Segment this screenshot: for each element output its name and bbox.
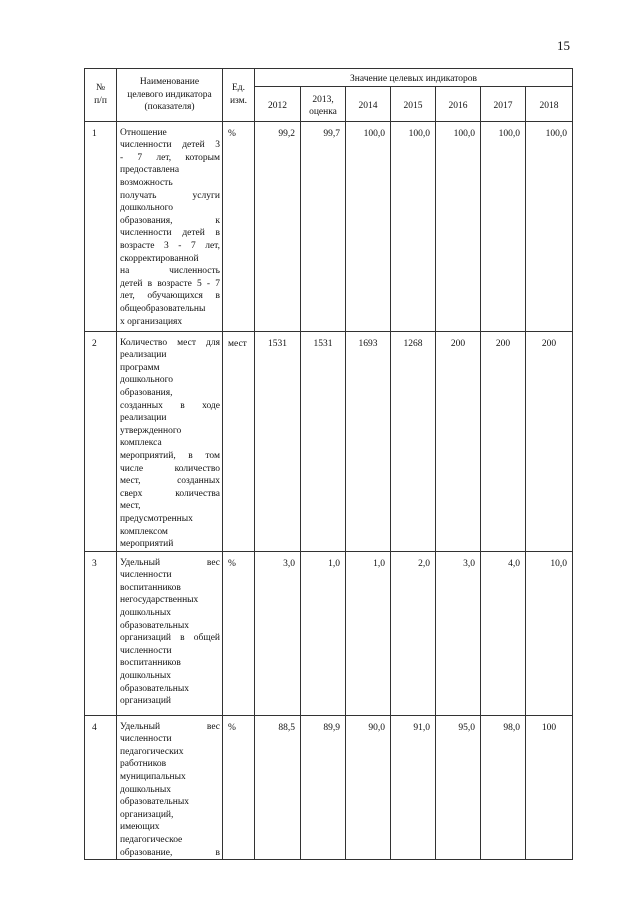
value-cell: 90,0 [346, 715, 391, 860]
indicator-name-line: образовательных [120, 620, 189, 631]
indicator-name-line: образовательных [120, 683, 189, 694]
indicator-name-line: дошкольного [120, 375, 173, 386]
value-cell: 200 [481, 331, 526, 551]
value-cell: 4,0 [481, 551, 526, 715]
indicator-name [117, 551, 223, 715]
value-cell: 1268 [391, 331, 436, 551]
header-num [85, 69, 117, 122]
unit-cell: мест [223, 331, 255, 551]
header-year: 2017 [481, 86, 526, 121]
value-cell: 3,0 [255, 551, 301, 715]
row-number: 4 [85, 715, 117, 860]
indicator-name-line: имеющих [120, 822, 160, 833]
header-unit [223, 69, 255, 122]
indicator-name-line: возрасте 3 - 7 лет, [120, 240, 220, 251]
indicator-name-line: работников [120, 759, 167, 770]
indicator-name-line: общеобразовательны [120, 303, 206, 314]
indicator-name-line: негосударственных [120, 595, 199, 606]
value-cell: 1693 [346, 331, 391, 551]
row-number: 2 [85, 331, 117, 551]
indicator-name-line: численности детей 3 [120, 140, 220, 151]
value-cell: 88,5 [255, 715, 301, 860]
indicator-name [117, 331, 223, 551]
indicator-name-line: дошкольного [120, 203, 173, 214]
header-year: 2016 [436, 86, 481, 121]
indicator-name-line: Удельный вес [120, 721, 220, 732]
indicator-name-line: получать услуги [120, 190, 220, 201]
value-cell: 2,0 [391, 551, 436, 715]
indicator-name-line: организаций в общей [120, 633, 220, 644]
indicator-name-line: - 7 лет, которым [120, 152, 220, 163]
indicator-name-line: образование, в [120, 847, 220, 858]
value-cell: 200 [526, 331, 573, 551]
header-unit-line: Ед. [231, 83, 245, 94]
table-row [85, 715, 573, 860]
indicator-name-line: скорректированной [120, 253, 199, 264]
indicator-name-line: детей в возрасте 5 - 7 [120, 278, 220, 289]
indicator-name-line: числе количество [120, 463, 220, 474]
indicator-name-line: предоставлена [120, 165, 180, 176]
indicator-name-line: Удельный вес [120, 557, 220, 568]
header-num-symbol: № [95, 83, 106, 94]
value-cell: 99,2 [255, 121, 301, 331]
value-cell: 100 [526, 715, 573, 860]
indicator-name-line: дошкольных [120, 671, 171, 682]
value-cell: 99,7 [301, 121, 346, 331]
value-cell: 10,0 [526, 551, 573, 715]
indicator-name-line: численности [120, 645, 172, 656]
value-cell: 1,0 [301, 551, 346, 715]
value-cell: 1531 [301, 331, 346, 551]
header-name [117, 69, 223, 122]
indicator-name-line: комплексом [120, 526, 168, 537]
indicator-name-line: Отношение [120, 127, 167, 138]
row-number: 3 [85, 551, 117, 715]
indicator-name-line: возможность [120, 177, 173, 188]
indicator-name-line: воспитанников [120, 658, 181, 669]
indicator-name [117, 121, 223, 331]
header-unit-line: изм. [229, 95, 248, 106]
indicator-name-line: мест, созданных [120, 476, 220, 487]
indicator-name-line: педагогических [120, 746, 184, 757]
indicator-name-line: созданных в ходе [120, 400, 220, 411]
indicator-name-line: организаций, [120, 809, 174, 820]
indicator-name-line: реализации [120, 413, 167, 424]
header-year-note: оценка [309, 107, 337, 118]
value-cell: 200 [436, 331, 481, 551]
indicator-name-line: дошкольных [120, 784, 171, 795]
indicator-name-line: образования, [120, 387, 173, 398]
value-cell: 100,0 [346, 121, 391, 331]
indicators-table [84, 68, 573, 860]
indicator-name-line: лет, обучающихся в [120, 291, 220, 302]
header-year: 2015 [391, 86, 436, 121]
value-cell: 100,0 [436, 121, 481, 331]
indicator-name-line: программ [120, 362, 160, 373]
indicator-name-line: педагогическое [120, 835, 183, 846]
unit-cell: % [223, 551, 255, 715]
value-cell: 100,0 [481, 121, 526, 331]
indicator-name-line: мероприятий, в том [120, 450, 220, 461]
unit-cell: % [223, 715, 255, 860]
row-number: 1 [85, 121, 117, 331]
value-cell: 1,0 [346, 551, 391, 715]
value-cell: 1531 [255, 331, 301, 551]
header-name-line: целевого индикатора [127, 89, 212, 100]
indicator-name-line: дошкольных [120, 608, 171, 619]
indicator-name-line: численности детей в [120, 228, 220, 239]
indicator-name-line: х организациях [120, 316, 183, 327]
indicator-name-line: предусмотренных [120, 513, 193, 524]
value-cell: 100,0 [391, 121, 436, 331]
indicator-name-line: организаций [120, 696, 172, 707]
value-cell: 91,0 [391, 715, 436, 860]
table-row [85, 121, 573, 331]
header-num-abbr: п/п [94, 95, 107, 106]
indicator-name-line: образования, к [120, 215, 220, 226]
indicator-name-line: комплекса [120, 438, 162, 449]
header-name-line: (показателя) [144, 102, 195, 113]
page-number: 15 [557, 38, 570, 53]
unit-cell: % [223, 121, 255, 331]
indicator-name-line: численности [120, 734, 172, 745]
indicator-name-line: на численность [120, 266, 220, 277]
header-year: 2018 [526, 86, 573, 121]
header-year-value: 2013, [312, 94, 334, 105]
header-values-title: Значение целевых индикаторов [255, 69, 573, 87]
table-row [85, 551, 573, 715]
indicator-name-line: реализации [120, 350, 167, 361]
value-cell: 95,0 [436, 715, 481, 860]
indicator-name-line: муниципальных [120, 772, 186, 783]
indicator-name-line: сверх количества [120, 488, 220, 499]
value-cell: 100,0 [526, 121, 573, 331]
header-year: 2014 [346, 86, 391, 121]
indicator-name-line: Количество мест для [120, 337, 220, 348]
header-year [301, 86, 346, 121]
indicator-name-line: мероприятий [120, 539, 174, 550]
header-year: 2012 [255, 86, 301, 121]
value-cell: 98,0 [481, 715, 526, 860]
value-cell: 89,9 [301, 715, 346, 860]
indicator-name-line: образовательных [120, 797, 189, 808]
value-cell: 3,0 [436, 551, 481, 715]
table-row [85, 331, 573, 551]
indicator-name-line: численности [120, 570, 172, 581]
indicator-name-line: утвержденного [120, 425, 182, 436]
indicator-name-line: воспитанников [120, 582, 181, 593]
indicator-name [117, 715, 223, 860]
indicator-name-line: мест, [120, 501, 141, 512]
header-name-line: Наименование [139, 76, 200, 87]
